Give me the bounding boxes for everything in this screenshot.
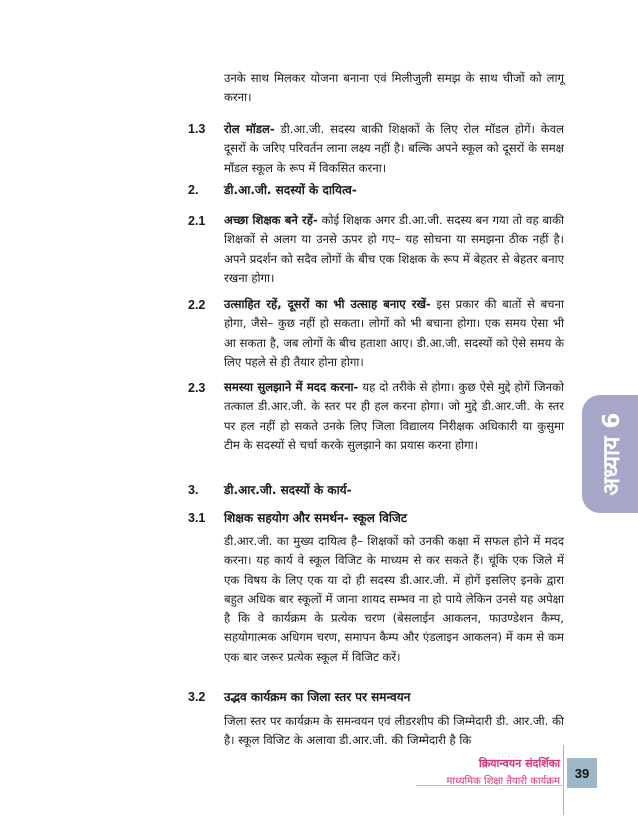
paragraph-2-3 (224, 378, 564, 455)
section-number: 2.1 (188, 214, 206, 228)
paragraph-text: इस प्रकार की बातों से बचना होगा, जैसे– कुछ नहीं हो सकता। लोगों को भी बचाना होगा। एक समय ऐसा भी आ सकता है, जब लोगों के बीच हताशा आए। डी.आ.जी. सदस्यों को ऐसे समय के लिए पहले से ही तैयार होना होगा। (224, 297, 564, 369)
section-number: 3. (188, 483, 199, 497)
paragraph-1-3 (224, 120, 564, 178)
section-heading-3-2: उद्भव कार्यक्रम का जिला स्तर पर समन्वयन (224, 690, 411, 704)
section-number: 3.2 (188, 690, 206, 704)
paragraph-3-2 (224, 712, 564, 751)
chapter-tab (582, 395, 638, 513)
section-heading-2: डी.आ.जी. सदस्यों के दायित्व- (224, 183, 357, 197)
footer-subtitle: माध्यमिक शिक्षा तैयारी कार्यक्रम (446, 776, 560, 787)
page-number: 39 (567, 758, 597, 788)
section-number: 3.1 (188, 511, 206, 525)
footer-title: क्रियान्वयन संदर्शिका (478, 757, 560, 770)
paragraph-text: कोई शिक्षक अगर डी.आ.जी. सदस्य बन गया तो वह बाकी शिक्षकों से अलग या उनसे ऊपर हो गए– यह सोचना या समझना ठीक नहीं है। अपने प्रदर्शन को सदैव लोगों के बीच एक शिक्षक के रूप में बेहतर से बेहतर बनाए रखना होगा। (224, 213, 564, 285)
paragraph-heading: रोल मॉडल- (224, 122, 275, 136)
paragraph-3-1 (224, 532, 564, 667)
section-number: 1.3 (188, 122, 206, 136)
paragraph-text: उनके साथ मिलकर योजना बनाना एवं मिलीजुली समझ के साथ चीजों को लागू करना। (224, 71, 564, 105)
section-heading-3: डी.आर.जी. सदस्यों के कार्य- (224, 483, 352, 497)
paragraph-heading: अच्छा शिक्षक बने रहें- (224, 213, 318, 227)
paragraph-continuation (224, 69, 564, 108)
section-heading-3-1: शिक्षक सहयोग और समर्थन- स्कूल विजिट (224, 511, 407, 525)
chapter-label: अध्याय 6 (599, 412, 625, 496)
section-number: 2.2 (188, 298, 206, 312)
section-number: 2. (188, 183, 199, 197)
paragraph-heading: समस्या सुलझाने में मदद करना- (224, 380, 359, 394)
paragraph-text: डी.आ.जी. सदस्य बाकी शिक्षकों के लिए रोल मॉडल होगें। केवल दूसरों के जरिए परिवर्तन लाना लक्ष्य नहीं है। बल्कि अपने स्कूल को दूसरों के समक्ष मॉडल स्कूल के रूप में विकसित करना। (224, 122, 564, 175)
footer-divider (563, 745, 564, 815)
paragraph-text: जिला स्तर पर कार्यक्रम के समन्वयन एवं लीडरशीप की जिम्मेदारी डी. आर.जी. की है। स्कूल विजिट के अलावा डी.आर.जी. की जिम्मेदारी है कि (224, 714, 564, 748)
paragraph-text: यह दो तरीके से होगा। कुछ ऐसे मुद्दे होगें जिनको तत्काल डी.आर.जी. के स्तर पर ही हल करना होगा। जो मुद्दे डी.आर.जी. के स्तर पर हल नहीं हो सकते उनके लिए जिला विद्यालय निरीक्षक अधिकारी या कुसुमा टीम के सदस्यों से चर्चा करके सुलझाने का प्रयास करना होगा। (224, 380, 564, 452)
paragraph-2-2 (224, 295, 564, 372)
paragraph-2-1 (224, 211, 564, 288)
paragraph-text: डी.आर.जी. का मुख्य दायित्व है– शिक्षकों को उनकी कक्षा में सफल होने में मदद करना। यह कार्य वे स्कूल विजिट के माध्यम से कर सकते हैं। चूंकि एक जिले में एक विषय के लिए एक या दो ही सदस्य डी.आर.जी. में होगें इसलिए इनके द्वारा बहुत अधिक बार स्कूलों में जाना शायद सम्भव ना हो पाये लेकिन उनसे यह अपेक्षा है कि वे कार्यक्रम के प्रत्येक चरण (बेसलाईन आकलन, फाउण्डेशन कैम्प, सहयोगात्मक अधिगम चरण, समापन कैम्प और एंडलाइन आकलन) में कम से कम एक बार जरूर प्रत्येक स्कूल में विजिट करें। (224, 534, 564, 664)
section-number: 2.3 (188, 381, 206, 395)
paragraph-heading: उत्साहित रहें, दूसरों का भी उत्साह बनाए रखें- (224, 297, 431, 311)
